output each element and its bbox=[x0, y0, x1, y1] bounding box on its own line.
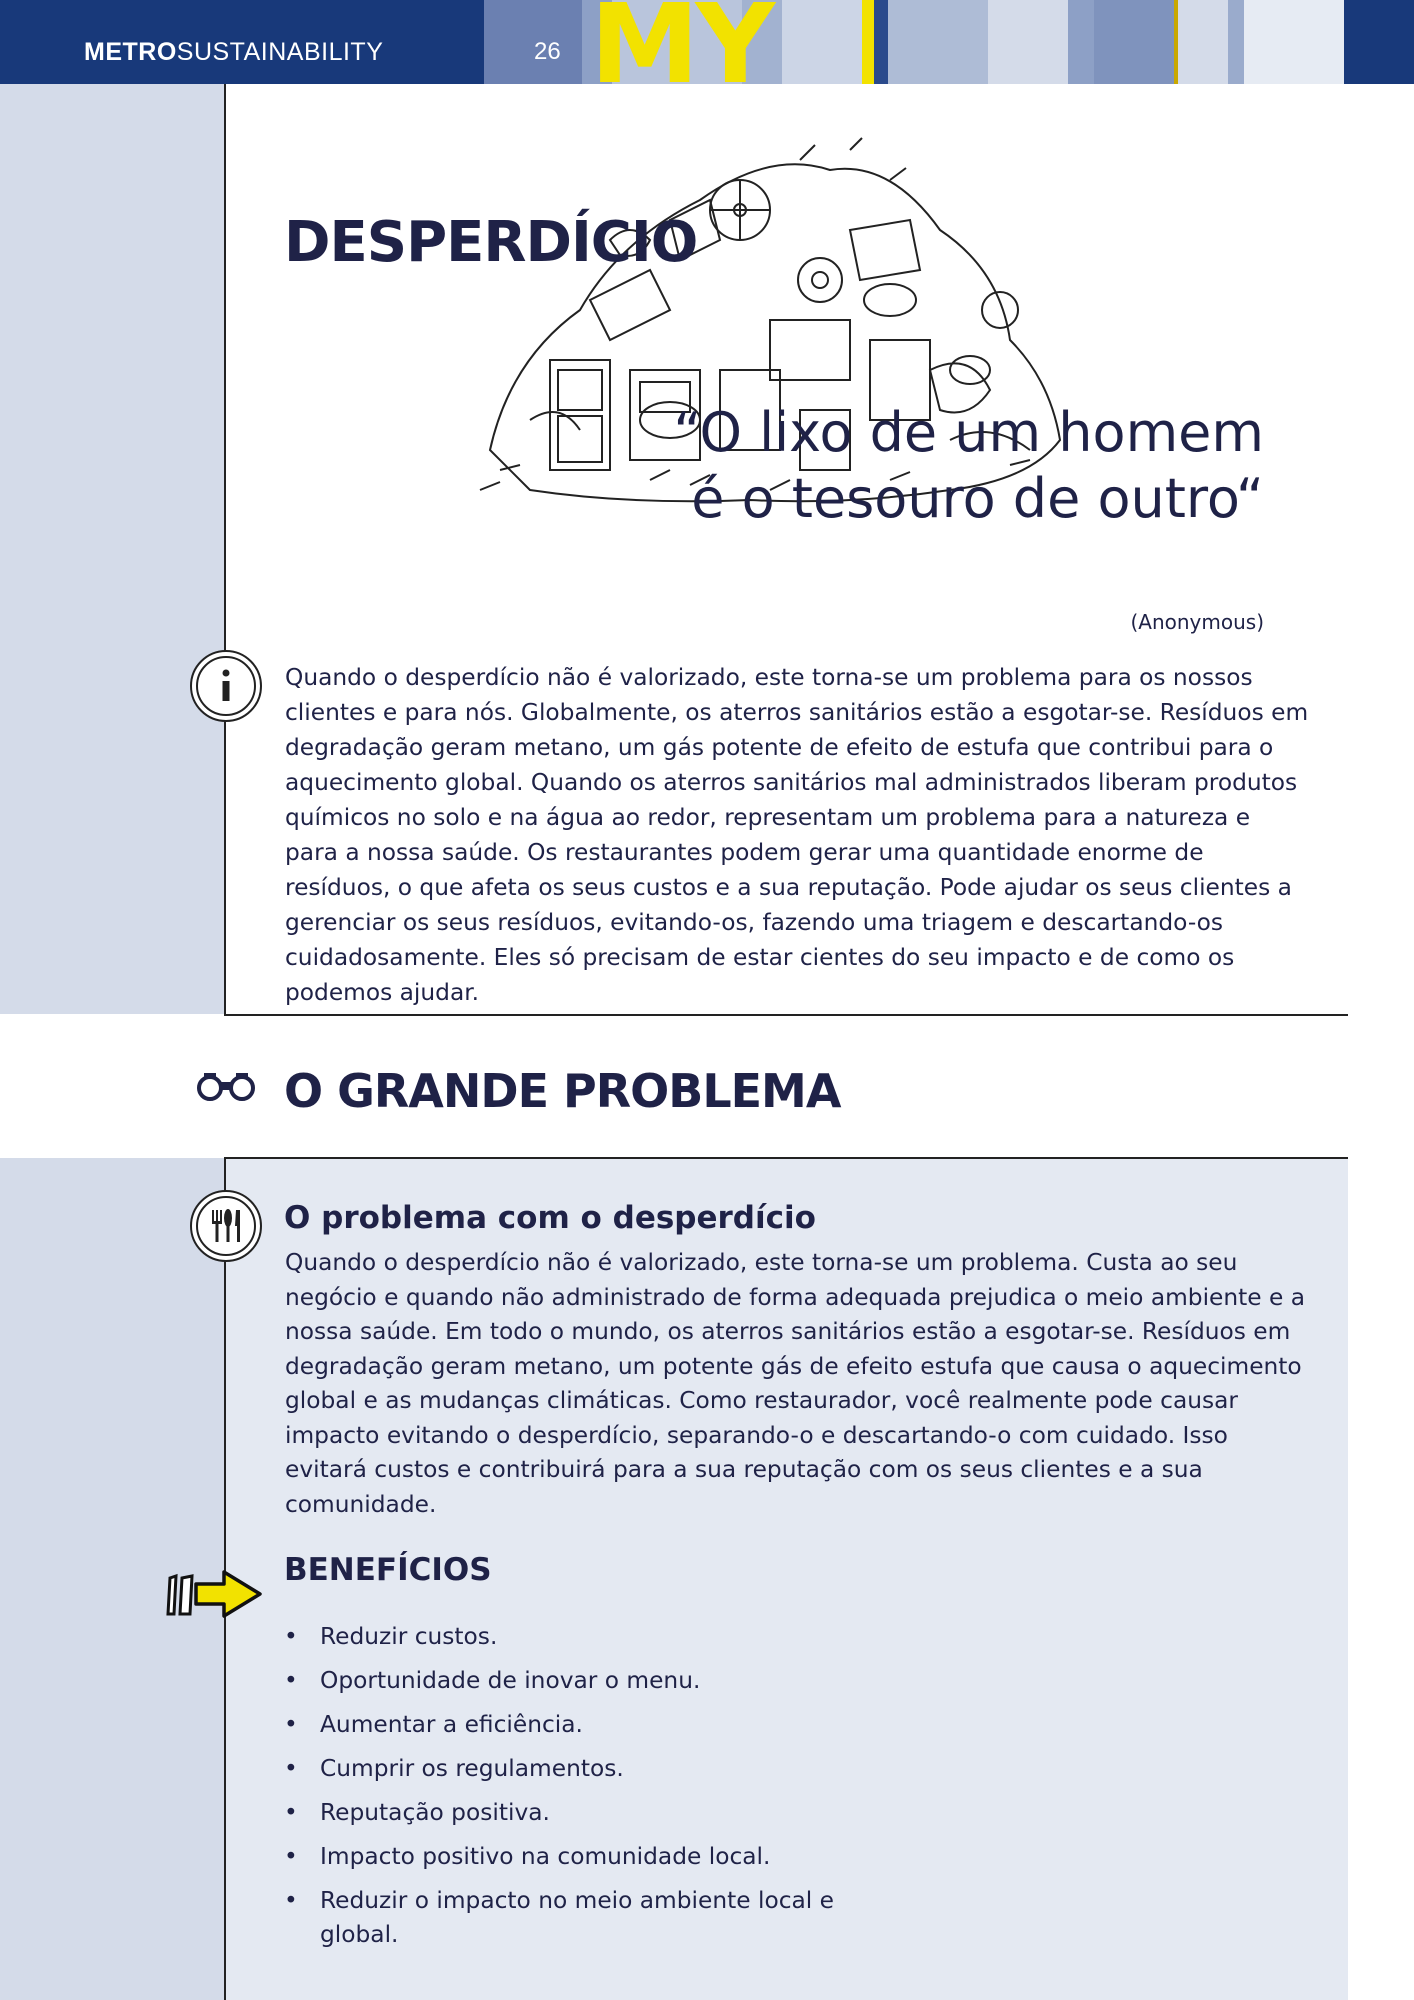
divider-horizontal-bottom bbox=[224, 1157, 1348, 1159]
info-icon bbox=[190, 650, 262, 722]
list-item: • Cumprir os regulamentos. bbox=[284, 1752, 884, 1786]
benefits-title: BENEFÍCIOS bbox=[284, 1552, 492, 1588]
list-item: • Aumentar a eficiência. bbox=[284, 1708, 884, 1742]
brand-label bbox=[84, 38, 383, 67]
header-decor-letters: MY bbox=[590, 0, 772, 84]
brand-bold: METRO bbox=[84, 38, 177, 66]
list-item: • Impacto positivo na comunidade local. bbox=[284, 1840, 884, 1874]
divider-horizontal-top bbox=[224, 1014, 1348, 1016]
cutlery-icon bbox=[190, 1190, 262, 1262]
left-band-top bbox=[0, 84, 224, 1014]
divider-vertical-top bbox=[224, 84, 226, 1014]
page-number: 26 bbox=[534, 38, 561, 65]
list-item: • Oportunidade de inovar o menu. bbox=[284, 1664, 884, 1698]
list-item: • Reduzir custos. bbox=[284, 1620, 884, 1654]
problem-paragraph: Quando o desperdício não é valorizado, este torna-se um problema. Custa ao seu negócio e quando não administrado de forma adequada prejudica o meio ambiente e a nossa saúde. Em todo o mundo, os aterros sanitários estão a esgotar-se. Resíduos em degradação geram metano, um potente gás de efeito estufa que causa o aquecimento global e as mudanças climáticas. Como restaurador, você realmente pode causar impacto evitando o desperdício, separando-o e descartando-o com cuidado. Isso evitará custos e contribuirá para a sua reputação com os seus clientes e a sua comunidade. bbox=[285, 1249, 1306, 1518]
intro-paragraph: Quando o desperdício não é valorizado, este torna-se um problema para os nossos clientes e para nós. Globalmente, os aterros sanitários estão a esgotar-se. Resíduos em degradação geram metano, um gás potente de efeito de estufa que contribui para o aquecimento global. Quando os aterros sanitários mal administrados liberam produtos químicos no solo e na água ao redor, representam um problema para a natureza e para a nossa saúde. Os restaurantes podem gerar uma quantidade enorme de resíduos, o que afeta os seus custos e a sua reputação. Pode ajudar os seus clientes a gerenciar os seus resíduos, evitando-os, fazendo uma triagem e descartando-os cuidadosamente. Eles só precisam de estar cientes do seu impacto e de como os podemos ajudar. bbox=[285, 664, 1309, 1006]
quote-text: “O lixo de um homem é o tesouro de outro“ bbox=[673, 401, 1264, 530]
list-item: • Reduzir o impacto no meio ambiente local e global. bbox=[284, 1884, 884, 1952]
header-bar bbox=[0, 0, 1414, 84]
quote-author: (Anonymous) bbox=[1130, 610, 1264, 634]
arrow-right-icon bbox=[166, 1568, 266, 1620]
problem-title: O problema com o desperdício bbox=[284, 1200, 816, 1236]
binoculars-icon bbox=[196, 1070, 256, 1102]
page-title: DESPERDÍCIO bbox=[284, 210, 698, 275]
benefits-list bbox=[284, 1620, 884, 1962]
brand-light: SUSTAINABILITY bbox=[176, 38, 384, 66]
section-title: O GRANDE PROBLEMA bbox=[284, 1064, 841, 1118]
list-item: • Reputação positiva. bbox=[284, 1796, 884, 1830]
